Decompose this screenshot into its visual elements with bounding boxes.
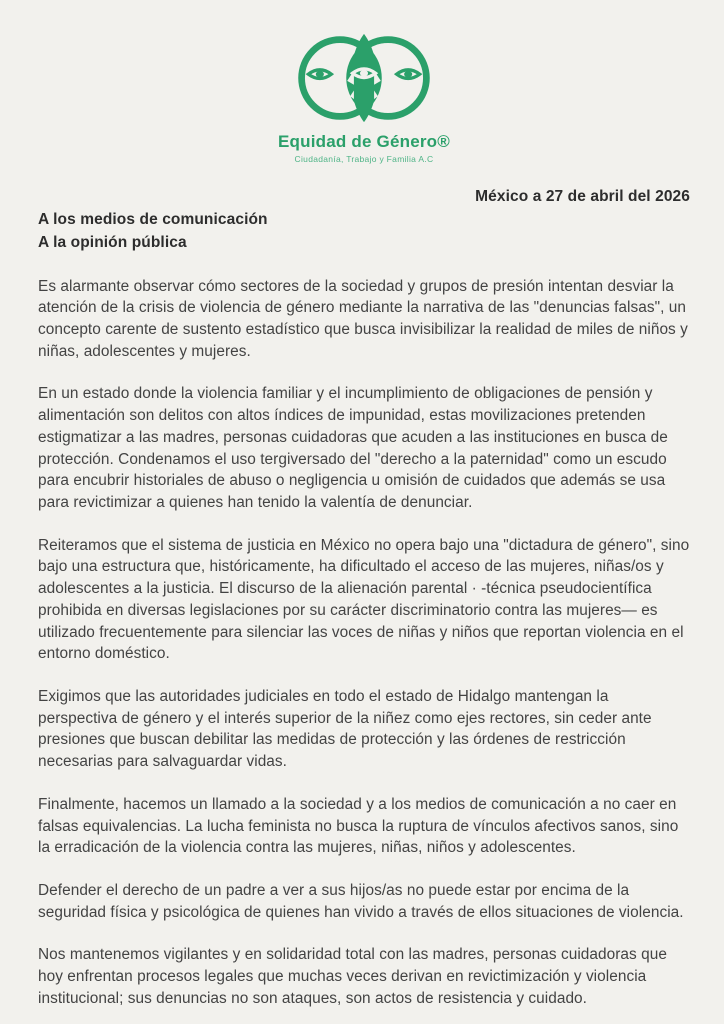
org-name: Equidad de Género® bbox=[278, 132, 450, 151]
paragraph: Defender el derecho de un padre a ver a sus hijos/as no puede estar por encima de la seguridad física y psicológica de quienes han vivido a través de ellos situaciones de violencia. bbox=[38, 882, 684, 921]
addressee-line: A los medios de comunicación bbox=[38, 211, 268, 228]
paragraph: Finalmente, hacemos un llamado a la sociedad y a los medios de comunicación a no caer en falsas equivalencias. La lucha feminista no busca la ruptura de vínculos afectivos sanos, sino la erradicación de la violencia contra las mujeres, niñas, niños y adolescentes. bbox=[38, 795, 679, 857]
letter-body bbox=[38, 276, 690, 1010]
paragraph: Exigimos que las autoridades judiciales en todo el estado de Hidalgo mantengan la perspectiva de género y el interés superior de la niñez como ejes rectores, sin ceder ante presiones que buscan debilitar las medidas de protección y las órdenes de restricción necesarias para salvaguardar vidas. bbox=[38, 688, 652, 771]
addressee-block bbox=[38, 208, 690, 255]
paragraph: Nos mantenemos vigilantes y en solidaridad total con las madres, personas cuidadoras que hoy enfrentan procesos legales que muchas veces derivan en revictimización y violencia institucional; sus denuncias no son ataques, son actos de resistencia y cuidado. bbox=[38, 946, 667, 1007]
letter-date: México a 27 de abril del 2026 bbox=[475, 188, 690, 205]
org-logo bbox=[38, 30, 690, 164]
paragraph: En un estado donde la violencia familiar y el incumplimiento de obligaciones de pensión y alimentación son delitos con altos índices de impunidad, estas movilizaciones pretenden estigmatizar a las madres, personas cuidadoras que acuden a las instituciones en busca de protección. Condenamos el uso tergiversado del "derecho a la paternidad" como un escudo para encubrir historiales de abuso o negligencia u omisión de cuidados que además se usa para revictimizar a quienes han tenido la valentía de denunciar. bbox=[38, 385, 668, 511]
paragraph: Es alarmante observar cómo sectores de la sociedad y grupos de presión intentan desviar la atención de la crisis de violencia de género mediante la narrativa de las "denuncias falsas", un concepto carente de sustento estadístico que busca invisibilizar la realidad de miles de niños y niñas, adolescentes y mujeres. bbox=[38, 277, 688, 360]
equidad-de-genero-logo-icon bbox=[289, 30, 439, 126]
paragraph: Reiteramos que el sistema de justicia en México no opera bajo una "dictadura de género", sino bajo una estructura que, históricamente, ha dificultado el acceso de las mujeres, niñas/os y adolescentes a la justicia. El discurso de la alienación parental · -técnica pseudocientífica prohibida en diversas legislaciones por su carácter discriminatorio contra las mujeres— es utilizado frecuentemente para silenciar las voces de niñas y niños que reportan violencia en el entorno doméstico. bbox=[38, 536, 690, 663]
org-tagline: Ciudadanía, Trabajo y Familia A.C bbox=[294, 154, 434, 164]
addressee-line: A la opinión pública bbox=[38, 234, 187, 252]
